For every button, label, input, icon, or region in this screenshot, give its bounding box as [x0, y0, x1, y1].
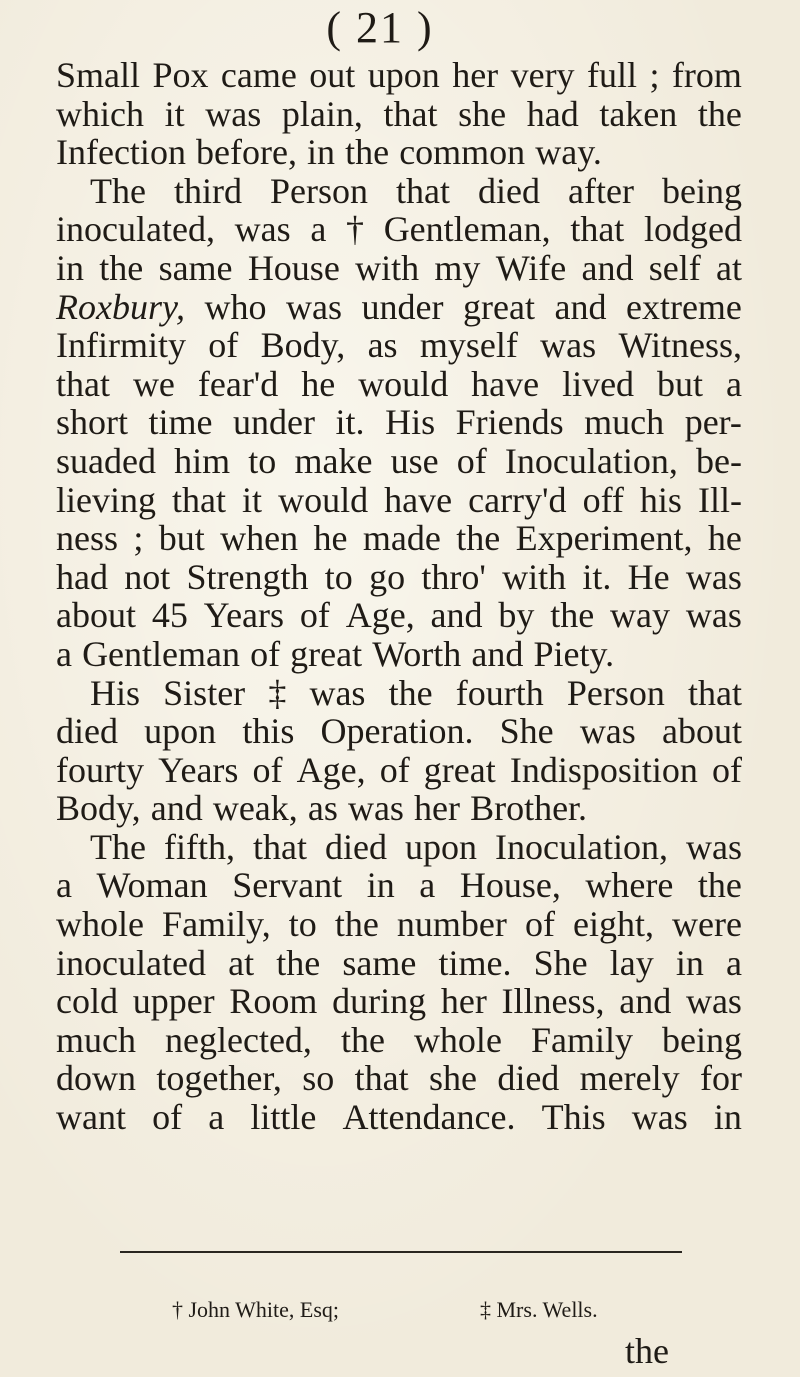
text-line: want of a little Attendance. This was in	[56, 1097, 742, 1138]
text-line: in the same House with my Wife and self at	[56, 247, 742, 288]
text-line: that we fear'd he would have lived but a	[56, 363, 742, 404]
text-line: inoculated, was a † Gentleman, that lodged	[56, 209, 742, 250]
text-line: His Sister ‡ was the fourth Person that	[90, 672, 742, 713]
text-line: fourty Years of Age, of great Indisposition of	[56, 749, 742, 790]
footnote-rule	[120, 1251, 682, 1253]
text-line: cold upper Room during her Illness, and was	[56, 981, 742, 1022]
text-line: short time under it. His Friends much per-	[56, 402, 742, 443]
footnote-mrs-wells: ‡ Mrs. Wells.	[480, 1297, 598, 1322]
text-line: a Gentleman of great Worth and Piety.	[56, 633, 615, 674]
text-line: lieving that it would have carry'd off his Ill-	[56, 479, 742, 520]
text-line: The fifth, that died upon Inoculation, was	[90, 826, 742, 867]
catchword: the	[625, 1331, 669, 1371]
text-line: suaded him to make use of Inoculation, be-	[56, 440, 742, 481]
text-line: much neglected, the whole Family being	[56, 1019, 742, 1060]
text-line: ness ; but when he made the Experiment, he	[56, 518, 742, 559]
text-line: Body, and weak, as was her Brother.	[56, 788, 588, 829]
text-line: died upon this Operation. She was about	[56, 711, 742, 752]
text-line: whole Family, to the number of eight, were	[56, 904, 742, 945]
text-line: Roxbury, who was under great and extreme	[56, 286, 742, 327]
footnote-john-white: † John White, Esq;	[172, 1297, 340, 1322]
text-line: about 45 Years of Age, and by the way was	[56, 595, 742, 636]
page-number: ( 21 )	[326, 3, 434, 52]
text-line: had not Strength to go thro' with it. He was	[56, 556, 742, 597]
text-line: inoculated at the same time. She lay in a	[56, 942, 742, 983]
text-line: which it was plain, that she had taken the	[56, 93, 742, 134]
text-line: The third Person that died after being	[90, 170, 742, 211]
body-text	[56, 56, 742, 1137]
text-line: Small Pox came out upon her very full ; from	[56, 55, 742, 95]
text-line: Infirmity of Body, as myself was Witness,	[56, 325, 742, 366]
text-line: Infection before, in the common way.	[56, 132, 602, 173]
text-line: down together, so that she died merely for	[56, 1058, 742, 1099]
text-line: a Woman Servant in a House, where the	[56, 865, 742, 906]
